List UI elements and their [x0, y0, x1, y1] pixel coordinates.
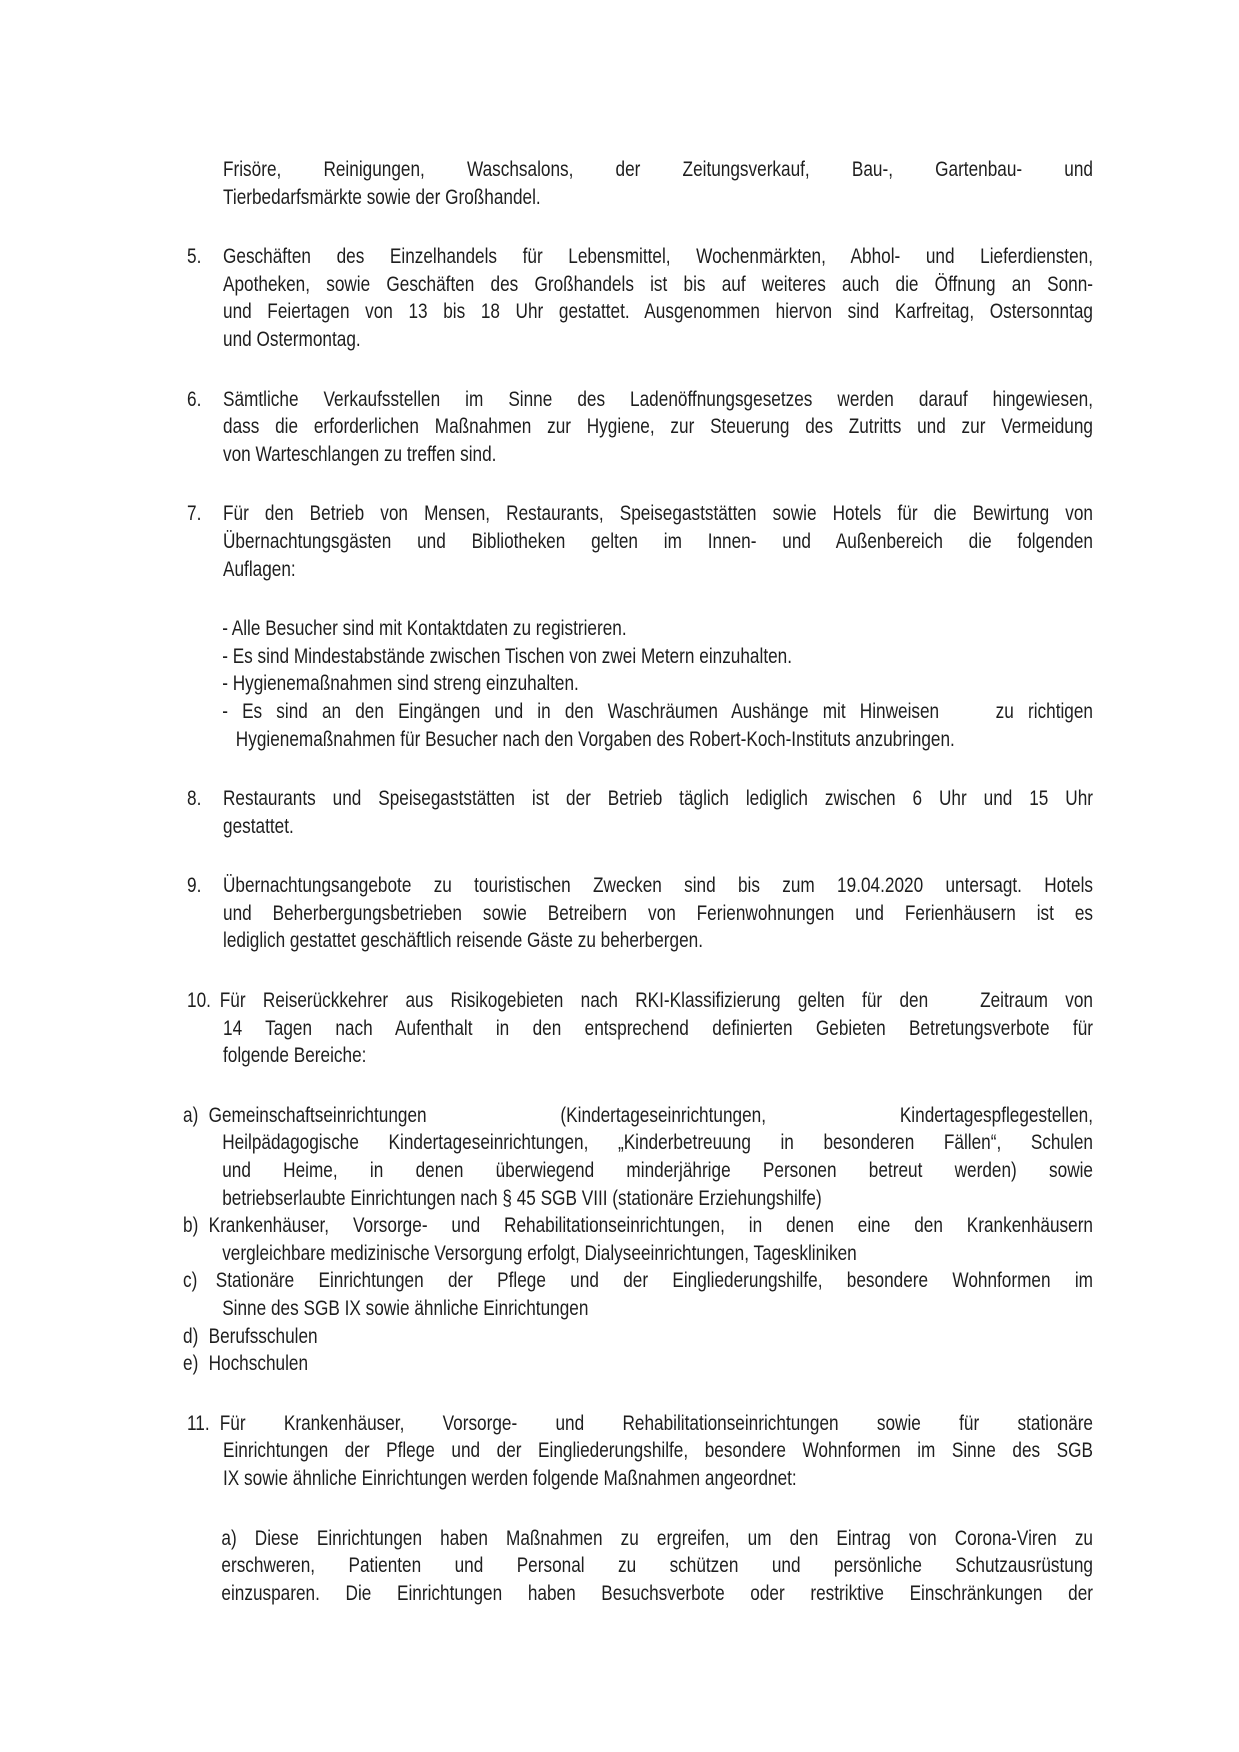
text-line: Einrichtungen der Pflege und der Eingliederungshilfe, besondere Wohnformen im Sinne des SGB [223, 1438, 1093, 1463]
subitem-first-line [183, 1102, 1093, 1130]
text-line: Geschäften des Einzelhandels für Lebensmittel, Wochenmärkten, Abhol- und Lieferdiensten, [223, 244, 1093, 269]
text-line: vergleichbare medizinische Versorgung erfolgt, Dialyseeinrichtungen, Tageskliniken [222, 1240, 857, 1265]
text-line: Frisöre, Reinigungen, Waschsalons, der Zeitungsverkauf, Bau-, Gartenbau- und [223, 157, 1093, 181]
subitem-first-line [221, 1525, 1093, 1553]
text-line: und Ostermontag. [223, 326, 361, 351]
subitem-a [183, 1102, 1094, 1212]
text-line: Restaurants und Speisegaststätten ist der Betrieb täglich lediglich zwischen 6 Uhr und 15 Uhr [223, 786, 1093, 811]
bullet-item: - Hygienemaßnahmen sind streng einzuhalten. [222, 671, 579, 696]
bullet-item: - Alle Besucher sind mit Kontaktdaten zu registrieren. [222, 616, 627, 641]
text-line: Auflagen: [223, 556, 296, 581]
text-line: erschweren, Patienten und Personal zu schützen und persönliche Schutzausrüstung [221, 1553, 1093, 1578]
text-line: folgende Bereiche: [223, 1043, 367, 1068]
measure-subitem-a [221, 1525, 1093, 1608]
text-line: IX sowie ähnliche Einrichtungen werden folgende Maßnahmen angeordnet: [223, 1465, 797, 1490]
text-line: einzusparen. Die Einrichtungen haben Besuchsverbote oder restriktive Einschränkungen der [221, 1580, 1093, 1605]
item-number: 5. [187, 244, 202, 269]
subitem-d [183, 1323, 1093, 1351]
subitem-b [183, 1212, 1094, 1267]
list-item-9 [187, 872, 1093, 955]
text-line: Für den Betrieb von Mensen, Restaurants, Speisegaststätten sowie Hotels für die Bewirtung von [223, 501, 1093, 526]
subitem-label: a) [183, 1102, 199, 1127]
text-line: gestattet. [223, 813, 294, 838]
bullet-item-continuation: Hygienemaßnahmen für Besucher nach den Vorgaben des Robert-Koch-Instituts anzubringen. [235, 726, 955, 751]
text-line: Sinne des SGB IX sowie ähnliche Einrichtungen [222, 1296, 589, 1320]
text-line: von Warteschlangen zu treffen sind. [223, 441, 497, 466]
subitem-first-line [183, 1212, 1093, 1240]
bullet-item: - Es sind an den Eingängen und in den Waschräumen Aushänge mit Hinweisen zu richtigen [222, 698, 1093, 723]
subitem-first-line [183, 1350, 1093, 1378]
list-item-10 [187, 987, 1093, 1070]
text-line: 14 Tagen nach Aufenthalt in den entsprechend definierten Gebieten Betretungsverbote für [223, 1015, 1093, 1040]
list-item-6 [187, 386, 1093, 469]
text-line: Hochschulen [208, 1351, 309, 1376]
text-line: und Heime, in denen überwiegend minderjährige Personen betreut werden) sowie [222, 1158, 1093, 1183]
text-line: und Feiertagen von 13 bis 18 Uhr gestattet. Ausgenommen hiervon sind Karfreitag, Ostersonntag [223, 299, 1093, 324]
list-item-7 [187, 500, 1093, 583]
item-number: 6. [187, 386, 202, 411]
text-line: Sämtliche Verkaufsstellen im Sinne des Ladenöffnungsgesetzes werden darauf hingewiesen, [223, 386, 1093, 411]
subitem-e [183, 1350, 1093, 1378]
text-line: Diese Einrichtungen haben Maßnahmen zu ergreifen, um den Eintrag von Corona-Viren zu [254, 1525, 1094, 1550]
item-number: 11. [187, 1410, 210, 1435]
list-item-8 [187, 785, 1093, 840]
text-line: Apotheken, sowie Geschäften des Großhandels ist bis auf weiteres auch die Öffnung an Sonn- [223, 271, 1093, 296]
item-number: 7. [187, 501, 202, 526]
subitem-label: e) [183, 1351, 199, 1376]
list-item-11 [187, 1410, 1093, 1493]
text-line: lediglich gestattet geschäftlich reisende Gäste zu beherbergen. [223, 928, 703, 953]
subitem-label: d) [183, 1323, 199, 1348]
text-line: dass die erforderlichen Maßnahmen zur Hygiene, zur Steuerung des Zutritts und zur Vermeidung [223, 414, 1093, 439]
text-line: Für Reiserückkehrer aus Risikogebieten nach RKI-Klassifizierung gelten für den Zeitraum von [219, 988, 1094, 1013]
subitem-label: c) [183, 1268, 198, 1293]
item-number: 10. [187, 988, 211, 1013]
subitem-label: a) [221, 1525, 237, 1550]
subitem-first-line [183, 1323, 1093, 1351]
subitem-label: b) [183, 1213, 199, 1238]
text-line: Für Krankenhäuser, Vorsorge- und Rehabilitationseinrichtungen sowie für stationäre [219, 1410, 1094, 1435]
text-line: Krankenhäuser, Vorsorge- und Rehabilitationseinrichtungen, in denen eine den Krankenhäusern [208, 1213, 1094, 1238]
item-number: 8. [187, 786, 202, 811]
intro-paragraph [187, 156, 1093, 211]
text-line: Heilpädagogische Kindertageseinrichtungen, „Kinderbetreuung in besonderen Fällen“, Schulen [222, 1130, 1093, 1155]
text-line: und Beherbergungsbetrieben sowie Betreibern von Ferienwohnungen und Ferienhäusern ist es [223, 900, 1093, 925]
subitem-c [183, 1267, 1094, 1322]
list-item-5 [187, 243, 1093, 353]
text-line: Übernachtungsgästen und Bibliotheken gelten im Innen- und Außenbereich die folgenden [223, 528, 1093, 553]
bullet-item: - Es sind Mindestabstände zwischen Tischen von zwei Metern einzuhalten. [222, 643, 793, 668]
item-number: 9. [187, 873, 202, 898]
text-line: Übernachtungsangebote zu touristischen Zwecken sind bis zum 19.04.2020 untersagt. Hotels [223, 873, 1093, 898]
text-line: betriebserlaubte Einrichtungen nach § 45 SGB VIII (stationäre Erziehungshilfe) [222, 1185, 822, 1210]
text-line: Stationäre Einrichtungen der Pflege und der Eingliederungshilfe, besondere Wohnformen im [215, 1268, 1094, 1293]
subitem-first-line [183, 1267, 1093, 1295]
text-line: Gemeinschaftseinrichtungen (Kindertageseinrichtungen, Kindertagespflegestellen, [208, 1102, 1094, 1127]
text-line: Tierbedarfsmärkte sowie der Großhandel. [223, 184, 541, 209]
facility-subitem-list [183, 1102, 1094, 1378]
text-line: Berufsschulen [208, 1323, 318, 1348]
document-body [183, 156, 1094, 1607]
requirements-bullet-list [222, 615, 1093, 753]
